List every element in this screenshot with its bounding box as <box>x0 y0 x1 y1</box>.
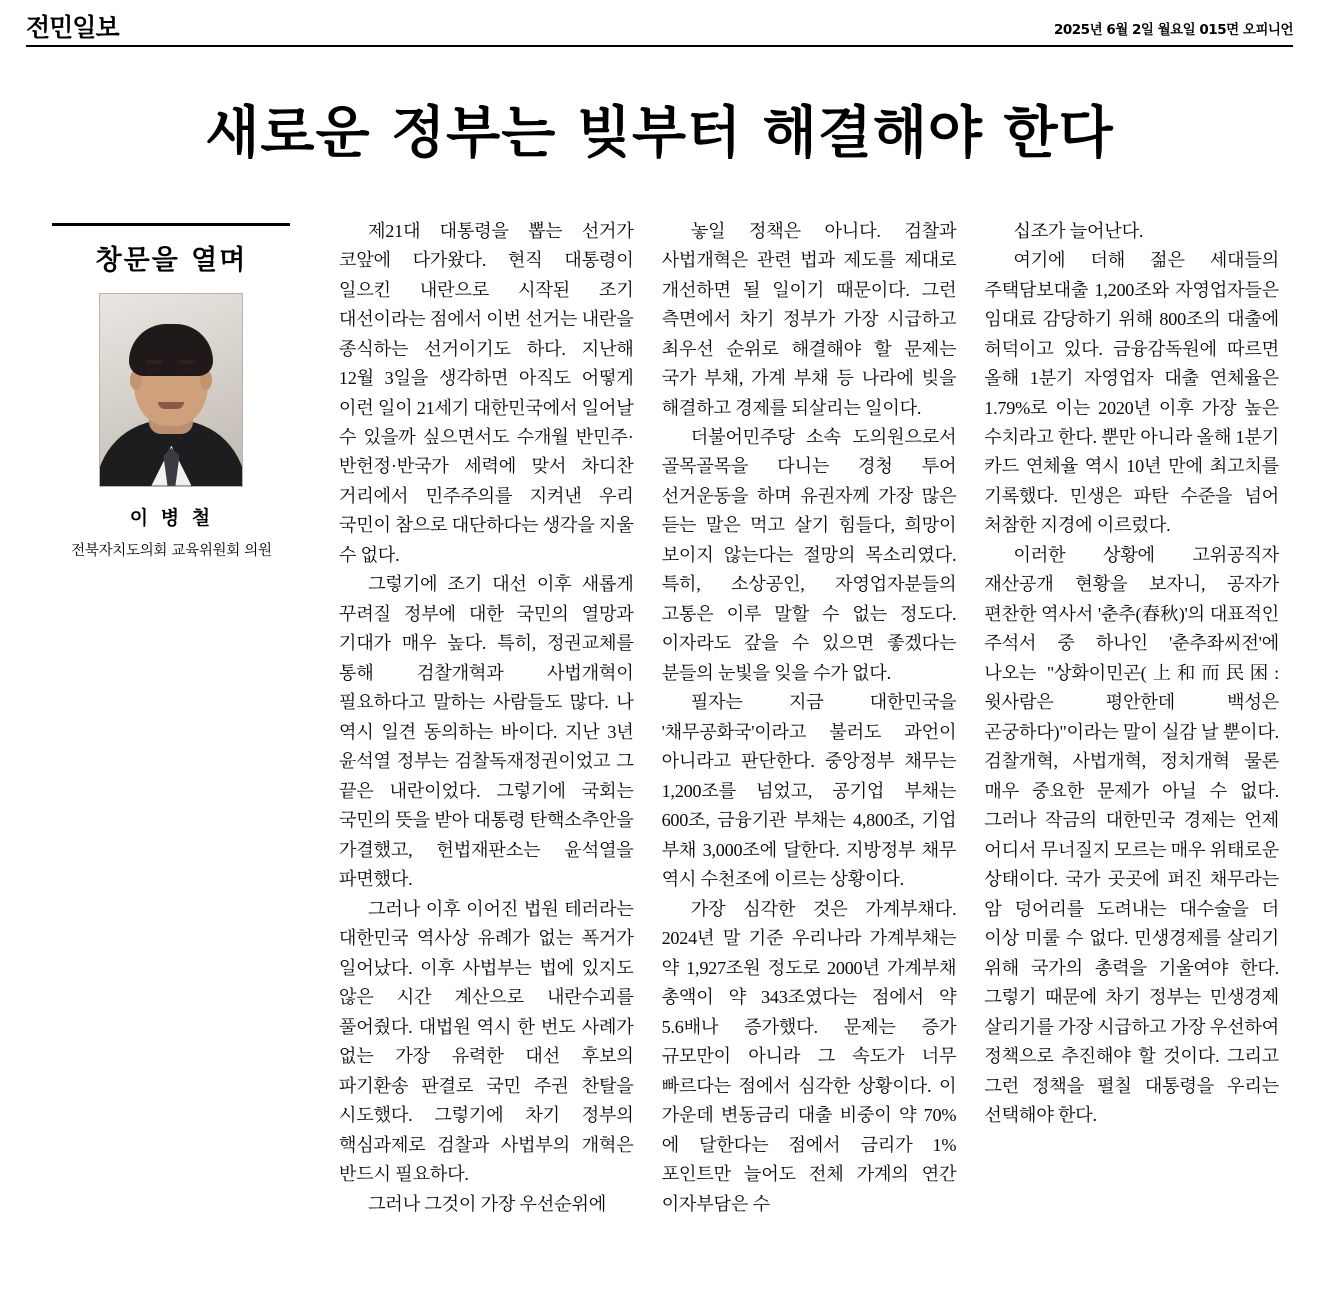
issue-info: 2025년 6월 2일 월요일 015면 오피니언 <box>1054 22 1293 38</box>
paragraph: 여기에 더해 젊은 세대들의 주택담보대출 1,200조와 자영업자들은 임대료 감당하기 위해 800조의 대출에 허덕이고 있다. 금융감독원에 따르면 올해 1분기 자영업자 대출 연체율은 1.79%로 이는 2020년 이후 가장 높은 수치라고 한다. 뿐만 아니라 올해 1분기 카드 연체율 역시 10년 만에 최고치를 기록했다. 민생은 파탄 수준을 넘어 처참한 지경에 이르렀다. <box>984 250 1279 536</box>
paragraph: 그렇기에 조기 대선 이후 새롭게 꾸려질 정부에 대한 국민의 열망과 기대가 매우 높다. 특히, 정권교체를 통해 검찰개혁과 사법개혁이 필요하다고 말하는 사람들도 많다. 나 역시 일견 동의하는 바이다. 지난 3년 윤석열 정부는 검찰독재정권이었고 그 끝은 내란이었다. 그렇기에 국회는 국민의 뜻을 받아 대통령 탄핵소추안을 가결했고, 헌법재판소는 윤석열을 파면했다. <box>338 574 634 890</box>
paragraph: 이러한 상황에 고위공직자 재산공개 현황을 보자니, 공자가 편찬한 역사서 '춘추(春秋)'의 대표적인 주석서 중 하나인 '춘추좌씨전'에 나오는 "상화이민곤(上和而民困: 윗사람은 평안한데 백성은 곤궁하다)"이라는 말이 실감 날 뿐이다. 검찰개혁, 사법개혁, 정치개혁 물론 매우 중요한 문제가 아닐 수 없다. 그러나 작금의 대한민국 경제는 언제 어디서 무너질지 모르는 매우 위태로운 상태이다. 국가 곳곳에 퍼진 채무라는 암 덩어리를 도려내는 대수술을 더 이상 미룰 수 없다. 민생경제를 살리기 위해 국가의 총력을 기울여야 한다. 그렇기 때문에 차기 정부는 민생경제 살리기를 가장 시급하고 가장 우선하여 정책으로 추진해야 할 것이다. 그리고 그런 정책을 펼칠 대통령을 우리는 선택해야 한다. <box>984 544 1279 1126</box>
author-title: 전북자치도의회 교육위원회 의원 <box>71 542 272 559</box>
paragraph: 더불어민주당 소속 도의원으로서 골목골목을 다니는 경청 투어 선거운동을 하며 유권자께 가장 많은 듣는 말은 먹고 살기 힘들다, 희망이 보이지 않는다는 절망의 목소리였다. 특히, 소상공인, 자영업자분들의 고통은 이루 말할 수 없는 정도다. 이자라도 갚을 수 있으면 좋겠다는 분들의 눈빛을 잊을 수가 없다. <box>661 426 957 683</box>
author-column <box>26 217 325 560</box>
author-divider <box>52 223 290 226</box>
paragraph: 놓일 정책은 아니다. 검찰과 사법개혁은 관련 법과 제도를 제대로 개선하면 될 일이기 때문이다. 그런 측면에서 차기 정부가 가장 시급하고 최우선 순위로 해결해야 할 문제는 국가 부채, 가계 부채 등 나라에 빚을 해결하고 경제를 되살리는 일이다. <box>661 220 957 418</box>
paper-name: 전민일보 <box>26 13 119 42</box>
paragraph: 그러나 그것이 가장 우선순위에 <box>367 1193 607 1214</box>
section-label: 창문을 열며 <box>95 244 248 276</box>
headline: 새로운 정부는 빚부터 해결해야 한다 <box>205 101 1114 166</box>
text-column-3 <box>970 217 1293 1131</box>
masthead <box>26 0 1293 40</box>
author-name: 이 병 철 <box>129 506 214 529</box>
paragraph: 그러나 이후 이어진 법원 테러라는 대한민국 역사상 유례가 없는 폭거가 일어났다. 이후 사법부는 법에 있지도 않은 시간 계산으로 내란수괴를 풀어줬다. 대법원 역시 한 번도 사례가 없는 가장 유력한 대선 후보의 파기환송 판결로 국민 주권 찬탈을 시도했다. 그렇기에 차기 정부의 핵심과제로 검찰과 사법부의 개혁은 반드시 필요하다. <box>338 898 634 1185</box>
author-portrait <box>99 293 243 487</box>
article-body <box>26 217 1293 1219</box>
text-column-1 <box>325 217 648 1219</box>
paragraph: 십조가 늘어난다. <box>1013 220 1144 241</box>
text-column-2 <box>648 217 971 1219</box>
paragraph: 제21대 대통령을 뽑는 선거가 코앞에 다가왔다. 현직 대통령이 일으킨 내란으로 시작된 조기 대선이라는 점에서 이번 선거는 내란을 종식하는 선거이기도 하다. 지난해 12월 3일을 생각하면 아직도 어떻게 이런 일이 21세기 대한민국에서 일어날 수 있을까 싶으면서도 수개월 반민주·반헌정·반국가 세력에 맞서 차디찬 거리에서 민주주의를 지켜낸 우리 국민이 참으로 대단하다는 생각을 지울 수 없다. <box>338 220 634 565</box>
paragraph: 필자는 지금 대한민국을 '채무공화국'이라고 불러도 과언이 아니라고 판단한다. 중앙정부 채무는 1,200조를 넘었고, 공기업 부채는 600조, 금융기관 부채는 4,800조, 기업 부채 3,000조에 달한다. 지방정부 채무 역시 수천조에 이르는 상황이다. <box>661 692 957 890</box>
paragraph: 가장 심각한 것은 가계부채다. 2024년 말 기준 우리나라 가계부채는 약 1,927조원 정도로 2000년 가계부채 총액이 약 343조였다는 점에서 약 5.6배나 증가했다. 문제는 증가 규모만이 아니라 그 속도가 너무 빠르다는 점에서 심각한 상황이다. 이 가운데 변동금리 대출 비중이 약 70%에 달한다는 점에서 금리가 1%포인트만 늘어도 전체 가계의 연간 이자부담은 수 <box>661 898 957 1214</box>
masthead-divider <box>26 45 1293 47</box>
